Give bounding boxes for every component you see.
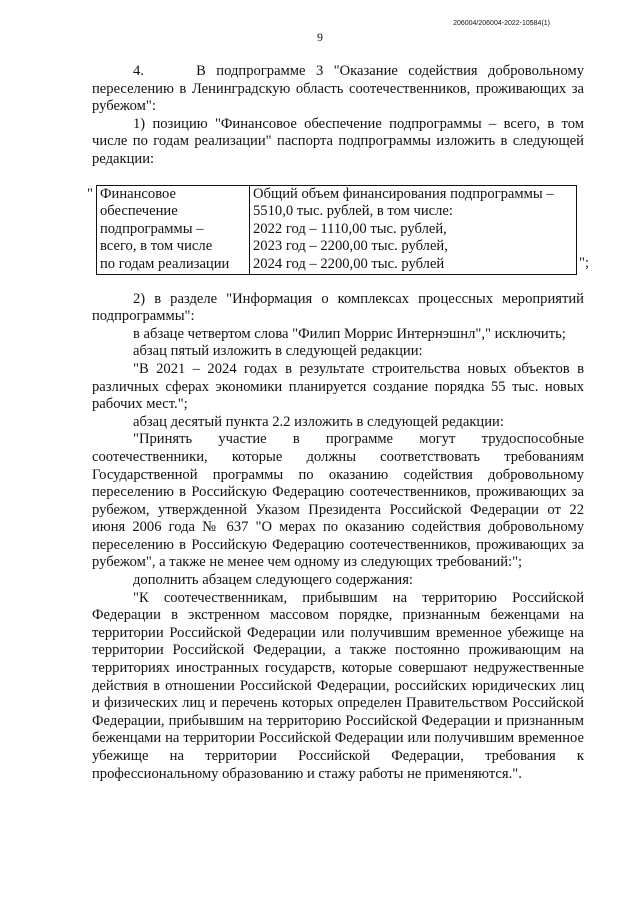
table-cell-label — [97, 185, 250, 274]
paragraph-paragraph10-edit: абзац десятый пункта 2.2 изложить в следующей редакции: — [133, 413, 504, 430]
table-value-line: 2024 год – 2200,00 тыс. рублей — [253, 255, 445, 272]
table-label-line: подпрограммы – — [100, 220, 204, 237]
paragraph-paragraph4-edit: в абзаце четвертом слова "Филип Моррис Интернэшнл"," исключить; — [133, 325, 566, 342]
paragraph-new-text-participants: "Принять участие в программе могут трудоспособные соотечественники, которые должны соответствовать требованиям Государственной программы по оказанию содействия добровольному переселению в Российскую Федерацию соотечественников, проживающих за рубежом, утвержденной Указом Президента Российской Федерации от 22 июня 2006 года № 637 "О мерах по оказанию содействия добровольному переселению в Российскую Федерацию соотечественников, проживающих за рубежом", а также не менее чем одному из следующих требований:"; — [92, 431, 584, 571]
table-open-quote: " — [87, 185, 93, 202]
page-number: 9 — [317, 30, 323, 44]
table-value-line: 2022 год – 1110,00 тыс. рублей, — [253, 220, 447, 237]
table-value-line: 2023 год – 2200,00 тыс. рублей, — [253, 238, 448, 255]
paragraph-subitem-2: 2) в разделе "Информация о комплексах процессных мероприятий подпрограммы": — [92, 290, 584, 325]
paragraph-new-text-refugees: "К соотечественникам, прибывшим на территорию Российской Федерации в экстренном массовом порядке, признанным беженцами на территории Российской Федерации или получившим временное убежище на территории Российской Федерации, а также постоянно проживающим на территориях иностранных государств, которые совершают недружественные действия в отношении Российской Федерации, российских юридических лиц и физических лиц и перечень которых определен Правительством Российской Федерации, прибывшим на территорию Российской Федерации и признанным беженцами на территории Российской Федерации или получившим временное убежище на территории Российской Федерации, требования к профессиональному образованию и стажу работы не применяются.". — [92, 589, 584, 782]
document-body — [87, 63, 590, 783]
table-value-line: 5510,0 тыс. рублей, в том числе: — [253, 203, 453, 220]
paragraph-paragraph5-edit: абзац пятый изложить в следующей редакции: — [133, 343, 423, 360]
paragraph-add-paragraph: дополнить абзацем следующего содержания: — [133, 572, 413, 589]
table-label-line: обеспечение — [100, 203, 178, 220]
paragraph-item-4: 4. В подпрограмме 3 "Оказание содействия добровольному переселению в Ленинградскую область соотечественников, проживающих за рубежом": — [92, 63, 584, 115]
document-id: 206004/206004-2022-10584(1) — [453, 20, 550, 27]
table-close-quote: "; — [579, 254, 590, 271]
financing-table-block — [87, 185, 590, 273]
paragraph-new-text-jobs: "В 2021 – 2024 годах в результате строительства новых объектов в различных сферах экономики планируется создание порядка 55 тыс. новых рабочих мест."; — [92, 360, 584, 413]
table-value-line: Общий объем финансирования подпрограммы – — [253, 185, 554, 202]
table-cell-value — [250, 185, 577, 274]
table-row — [97, 185, 577, 274]
table-label-line: всего, в том числе — [100, 238, 213, 255]
paragraph-subitem-1: 1) позицию "Финансовое обеспечение подпрограммы – всего, в том числе по годам реализации" паспорта подпрограммы изложить в следующей редакции: — [92, 115, 584, 167]
table-label-line: Финансовое — [100, 185, 176, 202]
financing-table — [96, 185, 577, 275]
table-label-line: по годам реализации — [100, 255, 230, 272]
